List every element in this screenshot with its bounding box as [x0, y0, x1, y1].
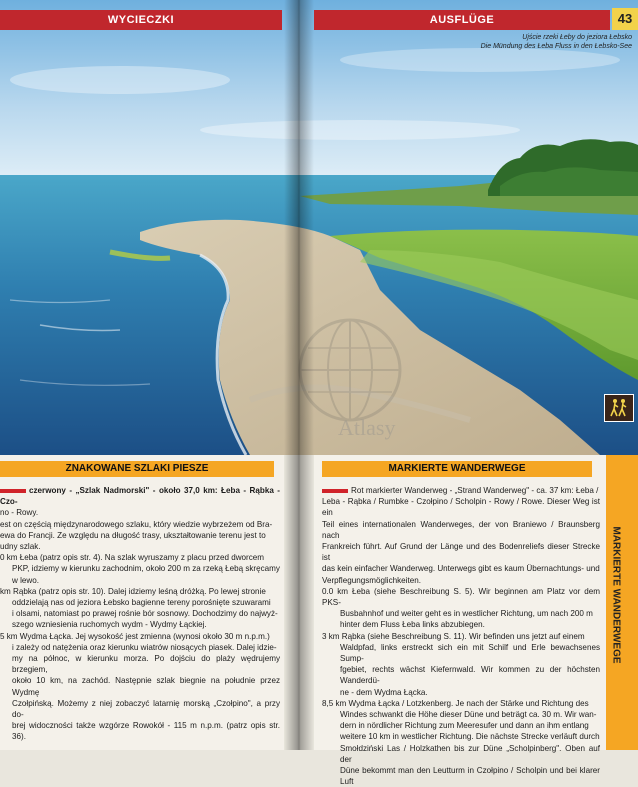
watermark-text: Atlasy	[338, 415, 396, 440]
red-trail-marker	[0, 489, 26, 493]
text-line: km Rąbka (patrz opis str. 10). Dalej idziemy leśną dróżką. Po lewej stronie	[0, 586, 266, 596]
text-line: brej widoczności także wzgórze Rowokół - 115 m n.p.m. (patrz opis str. 36).	[12, 721, 280, 742]
text-line: około 10 km, na zachód. Następnie szlak biegnie na południe przez Wydmę	[12, 676, 280, 697]
right-section-title: MARKIERTE WANDERWEGE	[322, 461, 592, 477]
text-line: das kein einfacher Wanderweg. Unterwegs gibt es kaum Übernachtungs- und	[322, 564, 600, 574]
text-line: Teil eines internationalen Wanderweges, der von Braniewo / Braunsberg nach	[322, 519, 600, 540]
book-gutter	[284, 0, 314, 750]
text-line: Windes schwankt die Höhe dieser Düne und beträgt ca. 30 m. Wir wan-	[340, 710, 597, 720]
trail-line	[0, 485, 280, 507]
text-line: i zależy od natężenia oraz kierunku wiatrów niosących piasek. Dalej idzie-	[12, 642, 277, 652]
text-line: 8,5 km Wydma Łącka / Lotzkenberg. Je nach der Stärke und Richtung des	[322, 698, 589, 708]
text-line: PKP, idziemy w kierunku zachodnim, około 200 m za rzeką Łebą skręcamy	[12, 564, 280, 574]
text-line: 0 km Łeba (patrz opis str. 4). Na szlak wyruszamy z placu przed dworcem	[0, 553, 265, 563]
text-line: 5 km Wydma Łącka. Jej wysokość jest zmienna (wynosi około 30 m n.p.m.)	[0, 631, 270, 641]
text-line: i olsami, natomiast po prawej rośnie bór sosnowy. Dochodzimy do najwyż-	[12, 609, 278, 619]
red-trail-marker	[322, 489, 348, 493]
text-line: w lewo.	[12, 575, 39, 585]
page-number: 43	[612, 8, 638, 30]
text-line: weitere 10 km in westlicher Richtung. Die nächste Strecke verläuft durch	[340, 732, 600, 742]
text-line: Waldpfad, links erstreckt sich ein mit Schilf und Erle bewachsenes Sump-	[340, 642, 600, 664]
text-line: Czołpińską. Możemy z niej zobaczyć latarnię morską „Czołpino", a przy do-	[12, 698, 280, 720]
text-line: Verpflegungsmöglichkeiten.	[322, 575, 421, 585]
side-tab	[606, 455, 638, 750]
right-text-page	[314, 455, 606, 787]
text-line: ne - dem Wydma Łącka.	[340, 687, 428, 697]
text-line: no - Rowy.	[0, 508, 39, 518]
right-page-header: AUSFLÜGE	[314, 10, 610, 30]
text-line: udny szlak.	[0, 542, 41, 552]
text-line: Frankreich führt. Auf Grund der Länge und des Bodenreliefs dieser Strecke ist	[322, 542, 600, 563]
hikers-icon	[604, 394, 634, 422]
text-line: Rot markierter Wanderweg - „Strand Wanderweg" - ca. 37 km: Łeba /	[351, 486, 599, 495]
left-body-text	[0, 485, 280, 743]
text-line: szego wzniesienia ruchomych wydm - Wydmy Łąckiej.	[12, 620, 207, 630]
text-line: fgebiet, rechts wächst Kiefernwald. Wir kommen zu der höchsten Wanderdü-	[340, 665, 600, 686]
text-line: czerwony - „Szlak Nadmorski" - około 37,0 km: Łeba - Rąbka - Czo-	[0, 486, 280, 507]
text-line: Smołdziński Las / Holzkathen bis zur Düne „Scholpinberg". Oben auf der	[340, 743, 600, 764]
text-line: Busbahnhof und weiter geht es in westlicher Richtung, um nach 200 m	[340, 609, 593, 619]
text-line: my na północ, w kierunku morza. Po dojściu do plaży wędrujemy brzegiem,	[12, 654, 280, 675]
side-tab-label: MARKIERTE WANDERWEGE	[610, 526, 622, 664]
right-body-text	[322, 485, 600, 787]
text-line: est on częścią międzynarodowego szlaku, który wiedzie wybrzeżem od Bra-	[0, 519, 273, 529]
text-line: oddzielają nas od jeziora Łebsko bagienne tereny porośnięte szuwarami	[12, 598, 271, 608]
text-line: Düne bekommt man den Leutturm in Czołpino / Scholpin und bei klarer Luft	[340, 766, 600, 787]
text-line: 0.0 km Łeba (siehe Beschreibung S. 5). Wir beginnen am Platz vor dem PKS-	[322, 586, 600, 608]
left-section-title: ZNAKOWANE SZLAKI PIESZE	[0, 461, 274, 477]
left-page-header: WYCIECZKI	[0, 10, 282, 30]
caption-polish: Ujście rzeki Łeby do jeziora Łebsko	[522, 34, 632, 41]
text-line: Leba - Rąbka / Rumbke - Czołpino / Scholpin - Rowy / Rowe. Dieser Weg ist ein	[322, 497, 600, 518]
text-line: 3 km Rąbka (siehe Beschreibung S. 11). Wir befinden uns jetzt auf einem	[322, 631, 585, 641]
left-text-page	[0, 455, 284, 750]
text-line: hinter dem Fluss Łeba links abzubiegen.	[340, 620, 485, 630]
caption-german: Die Mündung des Łeba Fluss in den Łebsko-See	[480, 43, 632, 50]
photo-caption	[400, 33, 632, 51]
trail-line	[322, 485, 600, 496]
text-line: dern in nördlicher Richtung zum Meeresufer und dann an ihm entlang	[340, 721, 589, 731]
text-line: ewa do Francji. Ze względu na długość trasy, ukształtowanie terenu jest to	[0, 530, 266, 540]
